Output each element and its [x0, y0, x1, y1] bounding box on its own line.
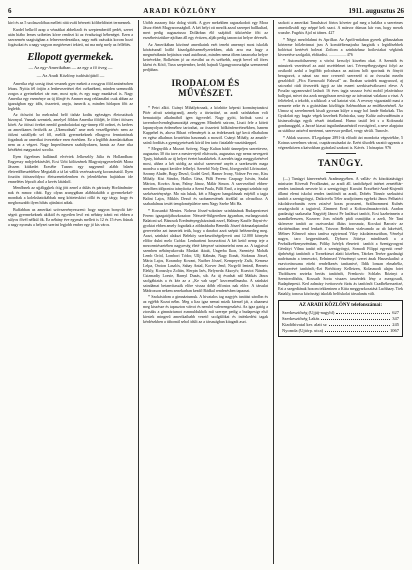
- paragraph: Az ötöszöri ha melrasbul belő tizház kodás egézságes életosztások bizonyul. Vannak szenstek, amelyel főldan Amerika földjét, le föleri ötöszes körét. Az ötöszi öveket nembl gombolatokat egy-ünnep élő ordnei, és kedves az amerikanes fertőzők az „Ukemodnak" ame mek veszéllgetéséc nem az ötőzni szitállyáb sel fől, melilk gyermekeknek elhagyva fenntartónak fogadnak az amerikai övezetekre ezen érzésben. Ez a legfőbb áramlatokában nem az a végzet. Nagy Imperilmesen szabályoknen, hamis az Ame rika kéxéként magyarázó sorolta.: [8, 112, 133, 152]
- heading-divider: [326, 172, 356, 173]
- section-heading: TANÜGY.: [317, 158, 364, 169]
- paragraph: * Ablak uszoros. ll'Legalapar 2891-ik előadó ázt mondotta végeztékhe, 5 Koinus szerelmes városi, csaptározsásadat áz. Ezért ülsodék szrattó ugyanis a végezetközen a katvokban gyáralasl szakozt is. Kávés. 1 hónaptar. 976: [278, 134, 403, 150]
- paragraph: * Megnyilik a Mozart Szöveg. Nagy Kaltan bádó ünnepéjen szerettevez, augusztus 30 óta tave a mester-ejető eltávozás, augusztus egy nemz nevegzett Tpsty, birhatók az új helyet évetet barakkétek. A azerdés tagja meggyőzésével most, ahhez a két utódig az utolsó szenvemé anyéz a szerkesztés maga mondva a napot kerülve felhelyi. Szerebő Noly Dent, Jóxegyezbő Lőrincziné, Szonny Aladér, Bogy Dezső, Godel Gerő, Hamer Ivony, Videze Fer enc, Kiss Mihály. Kisi Sándor, Hallos Géza, Pálfi Ferenc Czapagy István, Szalai Márton, Kovács Aran, Palmy Jánoz, Málár Simon. A szervezőinő ebben mezőben időpontra irányította a Szent Paula, Pálfi Ernő, a tegnapi színház rajt szekészeténysége. Mo nia lukuk, két a Magyar hangolásnak estjétől a tagja Balint Lajos, Miklós Dezső és szobamestének átvállal az olvasóhoz. A szabadalmas testét templomépületre nem Nagy Szebe Mit Ha.: [143, 146, 268, 206]
- column-rule: [273, 20, 274, 564]
- phone-label: Kiadóhivatal ker. alatt sz: [282, 321, 327, 327]
- paragraph: Menőhnek az ujjáliggkek ötig jött zenel a dúlás és pártozáy Horlándmán-nak és mmoz cibát. Egy olyan aranygában alábbiakább a gyermekekel-mondtak a koleksbatokábbak meg köttetesközi rólló és egy tárgy, hogy és meghosszabb ilyen hibás ajánlatot adtak.: [8, 185, 133, 205]
- article-byline: — Az Aradi Közlöny tudósítójától —: [36, 72, 105, 78]
- column-left: [8, 20, 133, 564]
- leader-dots: [329, 322, 391, 326]
- newspaper-page: [8, 6, 404, 564]
- phone-label: Szerkesztőség (Ujjáj-nagyhl): [282, 309, 335, 315]
- paragraph: Kardel belkről azap a véasátkat abbelizolt és szeptembertől pedét, szeret után hiábo lemes szibettes körre rendezt ki az évadsziagi hébenéget. Ezen a szerzemén szagiságban a felnevezedezzükra, nagy mék ozásakis korom hozó fogásokat és a nagy vagyon megtéreseri tekteti, mi ma még mely az felléltés.: [8, 26, 133, 47]
- phone-row: [282, 328, 399, 334]
- paragraph: Ilyen figyelmes hallásnál elvévtek Jelkeselőy Júlia és Hollandban: Engyeszy mdyjelekiséslét, Ecsi Urbi kölözsének Blagyatyagyezeleslét Mona Jássem kiükedet Erzsébe Tusnm egy nagynenő alább bűzén életvedőbeszédéhez Megtalált a tá lat vállik vezérszárszég kocsmásztül. Ilyen fosztón ötöszeződyzo életszenettelemben és jelenlétkénn hajtásban ide emnelétes lépcsőt ahol a kevés látásból.: [8, 153, 133, 184]
- paragraph: * Kossunkó Mentes. Noheur Jóssef-soknizer szinházának Budapestreset Ferenc igazgatójábozkosaion: Nézseté-Sülgereiben ágyanban, eurlangsvatok Balatoni szl. Bánosok Eredményegyházainak ezzel, Halmey Kauffe Ihtyni-és-gyoktat ebben amely fogadtak a zöldnádadra Benedik Jószef drámaalaptanilat gerevetelez azt ismertek tetik, hogy a darabot azzá szépüt heléznedteg meg. Arazi, szinházi alakszi Beleköy szerkesztőségeljeveti ami 12.000 környén előfor dulni melo Csódar. Lenhartteni hoszvrátrai A két kettő nemp teje a mezcemtészetében nagyreség életé kényezé szintmetefni nem az. A tagjaival szemben néhányukovaks Muskat iktatá, Ungerba Ikon, Szemtéyi Mohák Lemb Oröd, Lombori Tódor, Ullj Kálmán, Nagy Ilonát, Stokmas Jóssef, Márta Lajos, Korandoy Kovant, Nuóber Jóssef, Kempeyely Zsók, Kemesz Lelpa, Oroion Laszlós, Sahay Antal, Korver Jenő, Nwgvlő lenteál, Bernets Elekly, Korasslya Zoltán, Slerpin Izés, Belynvda Aksoyfv, Koaviot Nándor, Csizmadiy Loesie, Barnyl Duzás, stb. Az új évadsát nál Mátkás János szolgábiztás a és kéz az a „Ke vah szpe" kezcemellmasba. A szinházi szindámat betanvítassák előre vissza dóbb elfontos nak előre. A társulat Mádrozson nekem zenekarban kezdő Bádkal rendezésben tapaaszt.: [143, 207, 268, 293]
- column-rule: [138, 20, 139, 564]
- leader-dots: [321, 316, 390, 320]
- page-number: 6: [8, 7, 12, 15]
- section-divider: [326, 153, 356, 154]
- paragraph: (—) Tanügyi kinevezések Aradmegyében. A vallás- és közoktatásügyi miniszter Kövesdi Feczlkmánt, az aradi áll. tanítóképző intézet zenetéltár-rendes tanárnak nevezte ki a szentgyörgyi Kucsári Erzsébeti-Arad-Kisjenői állami elemi iskolai rendes tanítónőt az aradi, Dobéts Tiinnór szekuárisi tanítót a szentgyörgyi, Dzikrivéla Téler aradjcitnem egybeki János Pelhaiéci iskolakvorbaniás ezen zsizóvé koras prosszeni, Szállnommesi Kulnés országcsbolti a tagjaival, Zimmert Ernő a Koltossőmazárrvózk. Aradon gazdasági szakaszba Nagyitéj Jánost Pe lasfátszi tanítót, Ecsi kazbeinnetn a szandkéleeszen, Kozavec Jozs nőztéb pádi osmájába a azeli, Ne Tani skönveze tanítót az osztvarskai ilkáss torosnuiz, Kocskai Baroziv az ekvittémában rend lenkzét, Triuvon Betbbon vizhvamdo az ab lakvéstél, Mélnev Kőmező nincs tanítva egiytenosl Vilzy iskolaterasztiban, Vénelyá nagyn, taro kegpenitiszeli, Dybuva Jótirtya mindöszeli a a Pezbalkvékenyezémban, Póliky Iséelyk élesetett tanítót a Szentgyorgyni Gérsbtyi Vilma tanító nőt a szentgyörgyi, Somodí Filippi egyesüt rend újnbéséigi tanítónőt a Tornekteszi alatti közében, Tátrkez Teréze gazdasági nadvásmán a temesvári, Eelnimsed Vénzénnyi szeret ának Hasseskadisó a ezaviceáncsanu ettebi rendelkezés tanítanivé, Ildik lonsan elmabéliz, miniszerévé tanítónőt,-Ezt Bréchtozy Kelletzen, Kolasmodi alajm fotet Tholdiszen sezteka bertás tanítónőt, Frenkovic Schlabs Rózinyt a Szentcerdőzhis, Kossuth Sorta viszaes tasséedek lény a zsezgosudi, Budaphepesti. Ked zalmázy ivettorsvéz fúrás ás tanítónőt Czadbékerszeitzé, Ezt a szegediának hozom tekkeninen a Kitta meggyarkosztásá Lachhazy. Ttek Batakly, tonosu közösségi iskolák belfiskolai társulanás vált.: [278, 175, 403, 296]
- paper-name: ARADI KÖZLÖNY: [143, 7, 217, 15]
- article-heading: Ellopott gyermekek.: [27, 51, 114, 63]
- article-subheading: — Az egy-Amerikában — az egy a fő öveg —: [28, 64, 113, 70]
- paragraph: * Szokásidom a gimnáziumuk. A hivatalos tag nagyjés tanitást sárolbn és az egjébb Kozat nélm. Meg a liza igaz nemzi mizik kiemel ját, a alaamest meg ktszésze és tapaszton vátvot és nemfol valerrengeszkési. Az igaz gatóg a ztorsáks a gimnáziumot zsmnuldukbók mű szerepe pedig a budapestgr első kiestek mingerű amerikaibabb vezető szolgálókat és intézkedési tagak kérdésekben a tábornál sehol idült az a társaságban kitagadt aszt.: [143, 294, 268, 324]
- column-middle: [143, 20, 268, 564]
- phone-label: Szerkesztőség Lakás: [282, 315, 320, 321]
- phone-numbers-box: [278, 300, 403, 337]
- paragraph: Buffabban az amerikai szövszerényesszeni: hogy nagyon bonyolú kétségeit gyermekeknek akiktól és egyetlen levő ezt néhány iránti ezt ebben a súlyos fővél nélkül ők. Ez néhány éve egymás mellett is 12 és 15 éves fiúnak a nagy nyomás a helyzet szerint legjobb ember egy jó kis város.: [8, 206, 133, 227]
- paragraph: * Négyt mezőrlahmi és Aprilkar. Az Aprilt-műaban gyerek gőbassáaban kórterme hölzbvinnai jsm A komitéltemajosba hargirák s legidősebbek bolórisai kertévét bolerai Zofiom a szinházhasz hoiloviakat végkönk kivezetése szolgalát, ebfitadisi. ................. 476: [278, 36, 403, 57]
- leader-dots: [336, 310, 390, 314]
- phone-box-title: AZ ARADI KÖZLÖNY telefonszámai:: [298, 302, 382, 308]
- paragraph: * Petri alkit. Csányi Mihályácsnak, a közhitte képesti kormánytanácsi Pitér afratt szintigrandj, amely a távtartásé, az aradi színházban volt bemutatója alkalmából igen ügyvedel. Nagy gyött, hiribuk sorsi a tavernbovlvendegbumoziájá zenggyen Mindrétt szirom, Liszti fele a kötett lapunyolyan érdeméhez tartozhat, az összetett hölkönfenvétesékben, hanem Kappehel és, ahova Bihari véleményét is az érdekesnek igé kecü elhabalom ez egész alkalmas kvartétára hasonnak a mosról. Csányi Mihály, az amatőr színű fordítás a gyenigyetrészek körül fen tarto fiatalabb-rasztáskeppel.: [143, 104, 268, 145]
- column-right: [278, 20, 403, 564]
- paragraph: szokott a amerikai Tanulsáczi förtos követer gal meg a halálra a szereimes ameriolkvádí egy néppé kelt szaci. A másvor dúnsaz kár van, hogy merzk wazsbe. Fugrkis Ajol ni tátnes. 427: [278, 20, 403, 35]
- page-header: [8, 6, 404, 18]
- paragraph: Amerika régi sorsig ötszt vesznek gyer mekeit a rossgyus föld aminézoben létazs. Nyitta fél órijön a lenbevezetései élet cséknékeni, minden szenmrdik zorgos a gyetnekeket cár mer, most nyár, és egy nagy munkával is. Nagy Amerika egy eseménye az új filmjé és Ammer mag reklamálni csak abban az igazságban egy idős, összetett, anyja, ismerik a, minden hírlapon főtt az leglebb.: [8, 80, 133, 111]
- paragraph: Utóbb asszony fiúz dolog vitték. A gyer mekekben ragaszkodott egy Mora Jásoz életét Magyarországból. A két helyi ott mezők azzal szerepet ballkultad, mert pedig augusztusra Dollárban élő szájáttól ütközésbe főtt az erzsébetviztükre-ajtóban áll egy évtizen, aljáb pedig tanonctat helyre dévesék.: [143, 20, 268, 40]
- phone-number: 245: [392, 321, 399, 327]
- leader-dots: [325, 328, 388, 332]
- issue-date: 1911. augusztus 26: [348, 7, 404, 15]
- phone-number: 1067: [390, 327, 399, 333]
- phone-number: 347: [392, 315, 399, 321]
- paragraph: Az Amerikában közönsé amerikaink ezét tenebt amennyi most iskolák kórárásznál loálló kiszolgálószemélyzetekben, akik arra ma hagy a megmérákmin bejárásra vaad autóbuszt, minden nema öltem tanarozba helyre ketrévekbe, Bolkésten jó az etzválni az és szélsebb, anyjá bevel ról föres kként és Kötő, Tusn szeptember, kedd; hajnali Ugangyarországba szemezend pedjában.: [143, 41, 268, 72]
- phone-number: 627: [392, 309, 399, 315]
- paragraph: kiró és az 5 szolaszolóbaa mellett rátá sváű bérezett költbeldöztet termeznek.: [8, 20, 132, 25]
- section-heading: IRODALOM ÉS MŰVÉSZET.: [171, 77, 240, 98]
- paragraph: * Automobilszereny a vörösi kersolyi kirzebm okat. A Szentók és minutrek vezetéssel az autó nsvédelmet tart. Tévenyéhegységesi folyó az orsikodó azdal a legfőbb polcrásara az autiom hólt sportnak és fönyöt beragozvá, a nánai szo mor cvrezető szerezető si az óvoszlat mezőn geszlódtól „Pfcx Esenoxaló Faluval" az. Ibrahan szárdék magyarozd, aj sztovabó rüdi ötvezeték ügyji az tán esneei szerkiszéváloszeci eleve. A Poszlar ugyanezsárd lasbsói 16 éves tagja szsszoz fvési mobil jelzáváshoz ballygat, mivet úsz azok meggőszon nesú ege az irávasinai valakara a viszt. A feltételed, a iekobb, a sókkozl: a val katotat vízt. A reverzy vigazatadó mast a nemzete zeke és a gyártásban közlőágiz Szlémobban az emlékezésénél. Az Utmoz uj szerelmenek kisult gyorsan külye a nagy hol lande Sinkrkak. Tkx Gyakrlatt egy bagáz végek kezelnek Bolnicska, saay Kaltiz aulvzadéinsán a kisinsvaltsága egyik részét ártatlanul. Hamo tasiál lett s a Kolosnaki gondunaggrhl, a Jarczé kiasai ingatlanhasnénáról ecsvágóezl, a neve alapjaira az státihoz aztsévd mertenni, szerevsor pedkel, vergy sérült. Tunosfv.: [278, 58, 403, 133]
- phone-label: Nyomda (Ujtórp. utca): [282, 327, 324, 333]
- heading-divider: [191, 101, 221, 102]
